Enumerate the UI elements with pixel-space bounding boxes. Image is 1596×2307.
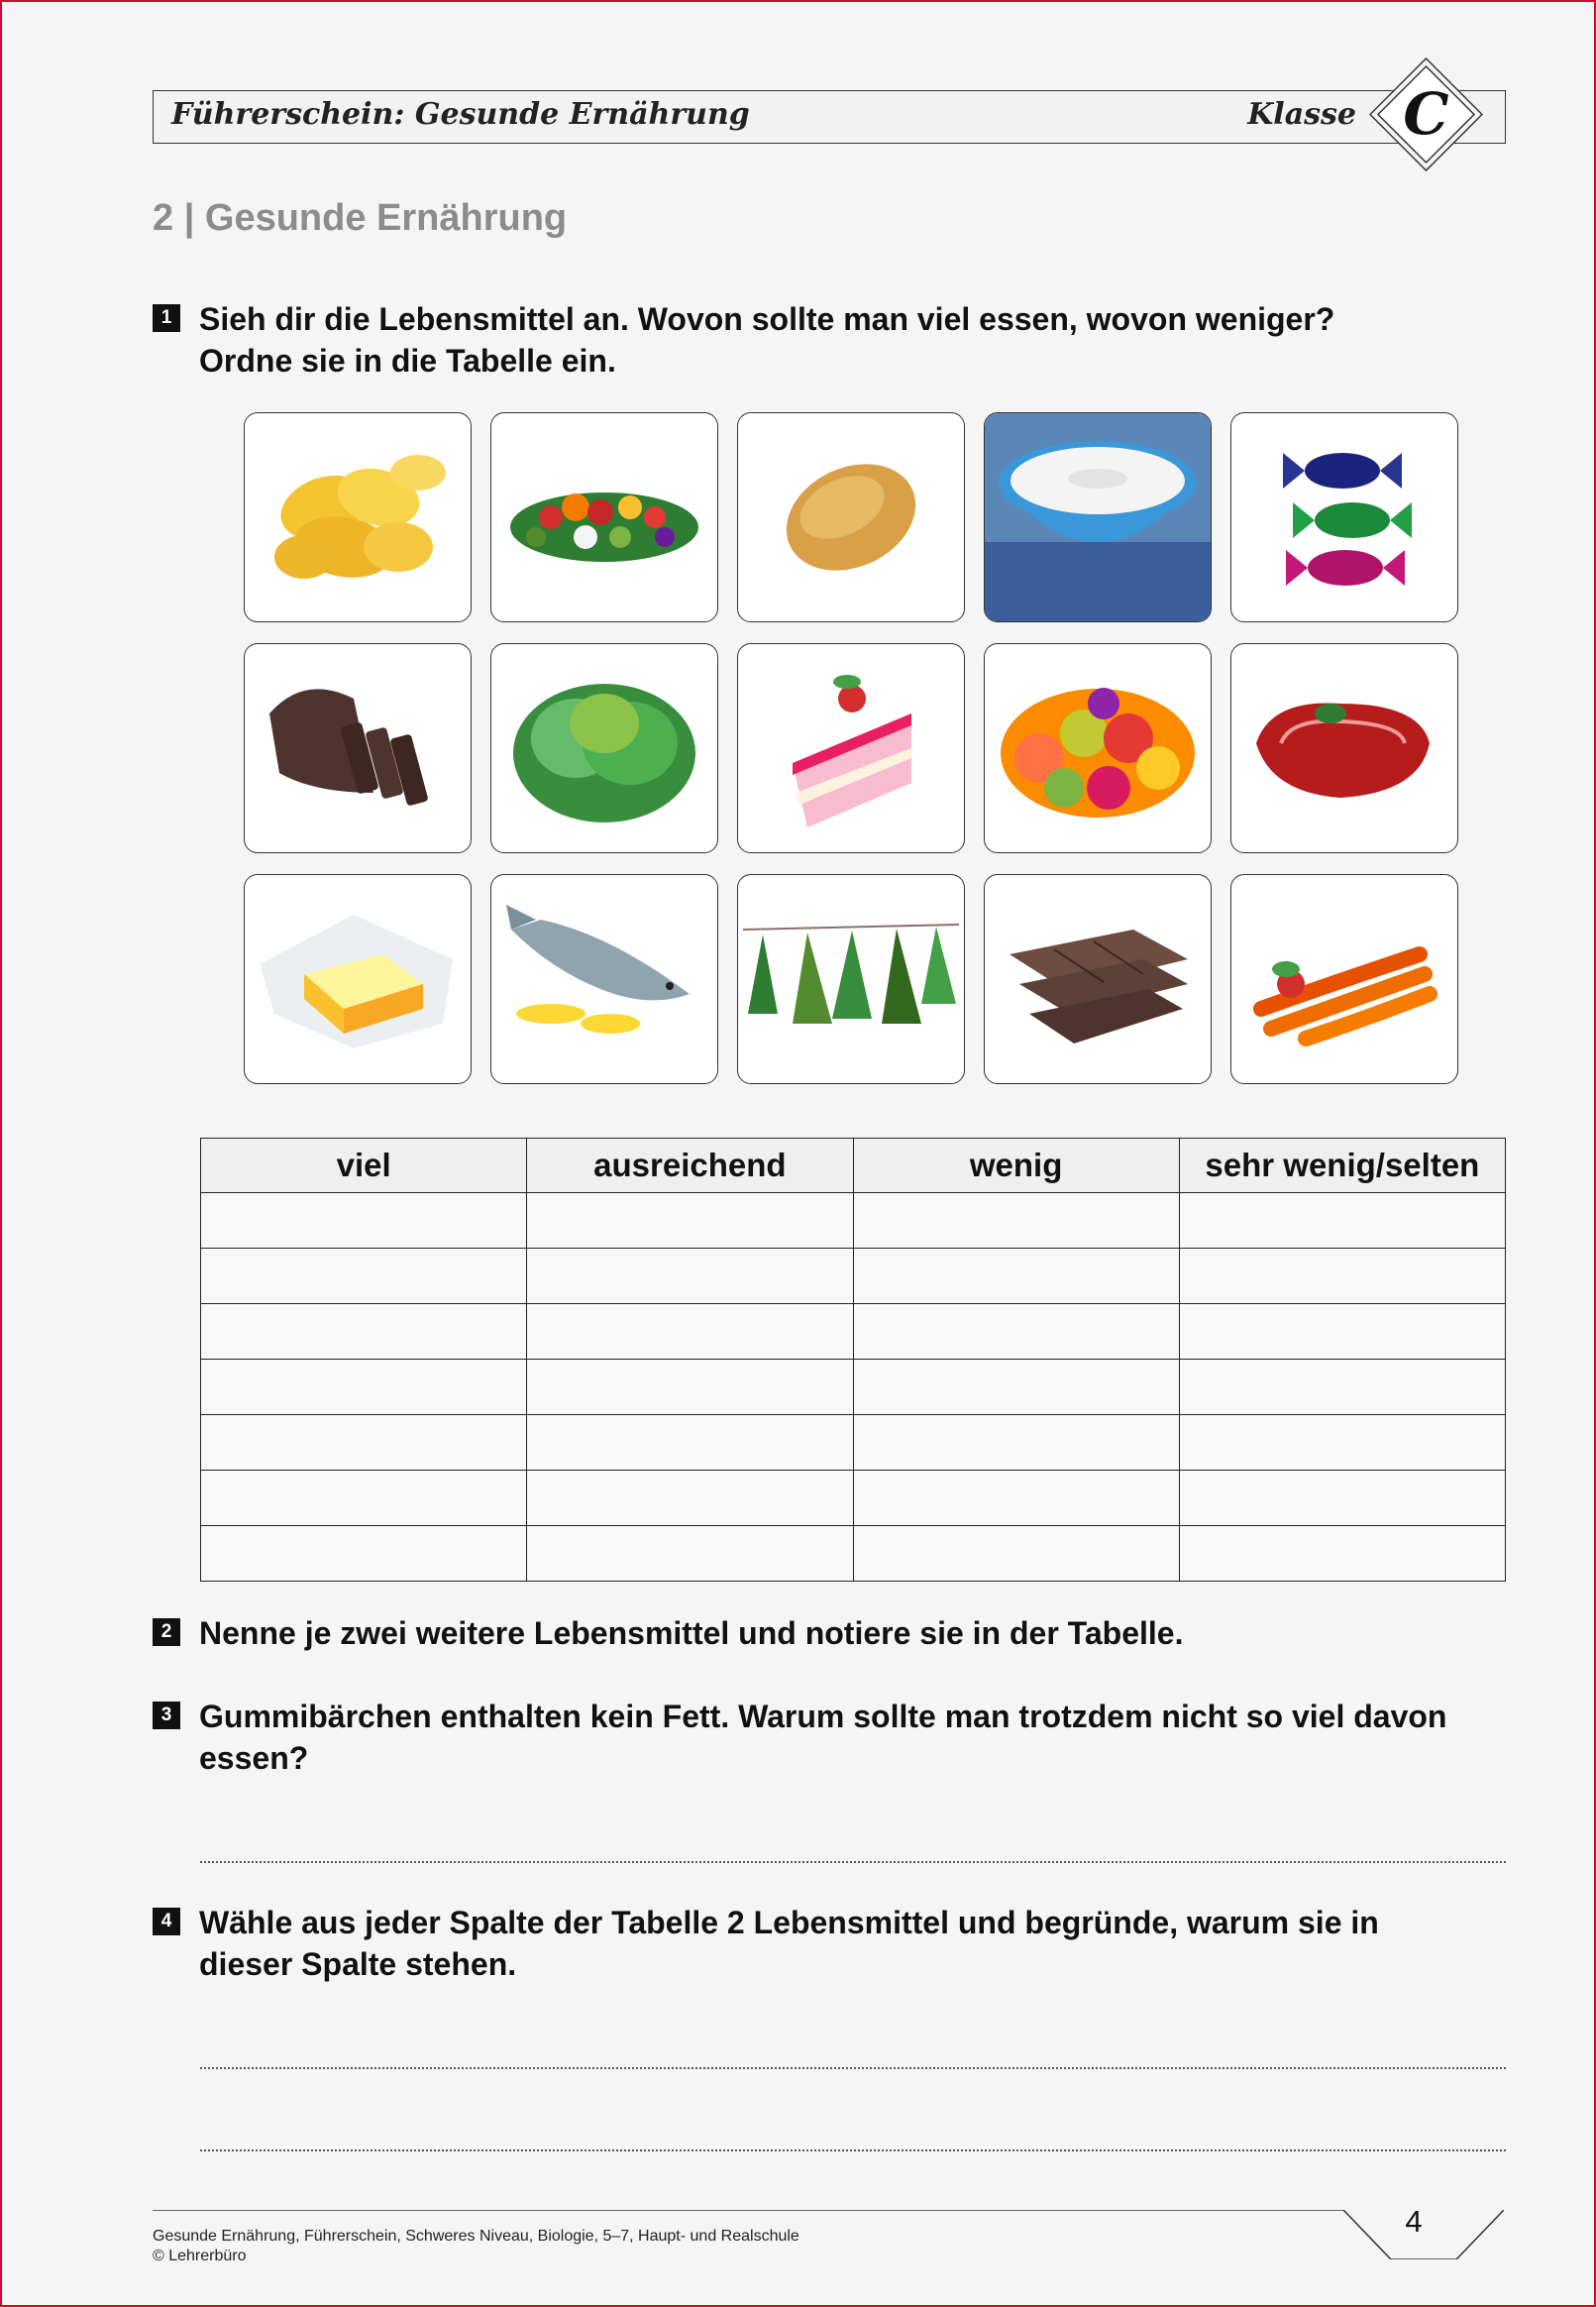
vegetables-image: [490, 412, 718, 622]
klasse-letter: C: [1403, 80, 1449, 148]
sorting-table: [200, 1138, 1506, 1582]
sausages-image: [1230, 874, 1458, 1084]
lettuce-image: [490, 643, 718, 853]
table-cell[interactable]: [853, 1360, 1179, 1415]
table-cell[interactable]: [1179, 1249, 1505, 1304]
chocolate-image: [984, 874, 1212, 1084]
section-title: 2 | Gesunde Ernährung: [153, 197, 568, 239]
task-2: [153, 1612, 1510, 1654]
task-number: 3: [153, 1702, 180, 1729]
task-text: Gummibärchen enthalten kein Fett. Warum sollte man trotzdem nicht so viel davon essen?: [199, 1699, 1447, 1776]
dark-bread-image: [244, 643, 472, 853]
answer-line[interactable]: [200, 2149, 1506, 2151]
task-3: [153, 1696, 1510, 1779]
table-cell[interactable]: [853, 1249, 1179, 1304]
task-text: Nenne je zwei weitere Lebensmittel und notiere sie in der Tabelle.: [199, 1615, 1184, 1651]
table-row: [201, 1471, 1506, 1526]
chips-image: [244, 412, 472, 622]
table-row: [201, 1193, 1506, 1249]
table-cell[interactable]: [1179, 1193, 1505, 1249]
table-cell[interactable]: [1179, 1526, 1505, 1582]
task-number: 4: [153, 1908, 180, 1935]
fruit-image: [984, 643, 1212, 853]
task-text: Wähle aus jeder Spalte der Tabelle 2 Lebensmittel und begründe, warum sie in dieser Spalte stehen.: [199, 1905, 1379, 1982]
bread-roll-image: [737, 412, 965, 622]
task-4: [153, 1902, 1510, 1985]
task-number: 1: [153, 304, 180, 332]
table-cell[interactable]: [1179, 1415, 1505, 1471]
table-cell[interactable]: [201, 1415, 527, 1471]
table-cell[interactable]: [853, 1415, 1179, 1471]
fish-image: [490, 874, 718, 1084]
table-row: [201, 1360, 1506, 1415]
table-row: [201, 1304, 1506, 1360]
table-cell[interactable]: [527, 1304, 853, 1360]
column-header-wenig: wenig: [853, 1139, 1179, 1193]
footer-text: [153, 2227, 799, 2266]
table-cell[interactable]: [527, 1360, 853, 1415]
table-cell[interactable]: [527, 1471, 853, 1526]
food-image-grid: [244, 412, 1460, 1086]
cake-image: [737, 643, 965, 853]
answer-line[interactable]: [200, 2067, 1506, 2069]
table-cell[interactable]: [201, 1471, 527, 1526]
candy-image: [1230, 412, 1458, 622]
task-text: Sieh dir die Lebensmittel an. Wovon sollte man viel essen, wovon weniger? Ordne sie in die Tabelle ein.: [199, 301, 1335, 379]
herbs-image: [737, 874, 965, 1084]
table-cell[interactable]: [853, 1193, 1179, 1249]
meat-image: [1230, 643, 1458, 853]
table-cell[interactable]: [201, 1249, 527, 1304]
task-number: 2: [153, 1618, 180, 1646]
table-cell[interactable]: [527, 1415, 853, 1471]
footer-line-1: Gesunde Ernährung, Führerschein, Schweres Niveau, Biologie, 5–7, Haupt- und Realschule: [153, 2228, 799, 2245]
table-cell[interactable]: [201, 1304, 527, 1360]
table-cell[interactable]: [201, 1360, 527, 1415]
klasse-badge: [1369, 57, 1483, 171]
table-cell[interactable]: [853, 1471, 1179, 1526]
table-row: [201, 1249, 1506, 1304]
page-number: 4: [1405, 2204, 1423, 2239]
answer-line[interactable]: [200, 1861, 1506, 1863]
table-cell[interactable]: [527, 1193, 853, 1249]
table-cell[interactable]: [853, 1304, 1179, 1360]
footer-line-2: © Lehrerbüro: [153, 2248, 247, 2264]
table-cell[interactable]: [1179, 1471, 1505, 1526]
yogurt-image: [984, 412, 1212, 622]
klasse-label: Klasse: [1247, 97, 1356, 132]
column-header-sehr-wenig: sehr wenig/selten: [1179, 1139, 1505, 1193]
task-1: [153, 298, 1510, 382]
table-cell[interactable]: [201, 1526, 527, 1582]
table-row: [201, 1526, 1506, 1582]
butter-image: [244, 874, 472, 1084]
table-cell[interactable]: [1179, 1360, 1505, 1415]
table-cell[interactable]: [1179, 1304, 1505, 1360]
column-header-ausreichend: ausreichend: [527, 1139, 853, 1193]
table-cell[interactable]: [527, 1249, 853, 1304]
table-cell[interactable]: [853, 1526, 1179, 1582]
table-row: [201, 1415, 1506, 1471]
table-header-row: [201, 1139, 1506, 1193]
table-cell[interactable]: [527, 1526, 853, 1582]
header-bar: [153, 90, 1506, 144]
header-title: Führerschein: Gesunde Ernährung: [171, 97, 750, 132]
column-header-viel: viel: [201, 1139, 527, 1193]
table-cell[interactable]: [201, 1193, 527, 1249]
